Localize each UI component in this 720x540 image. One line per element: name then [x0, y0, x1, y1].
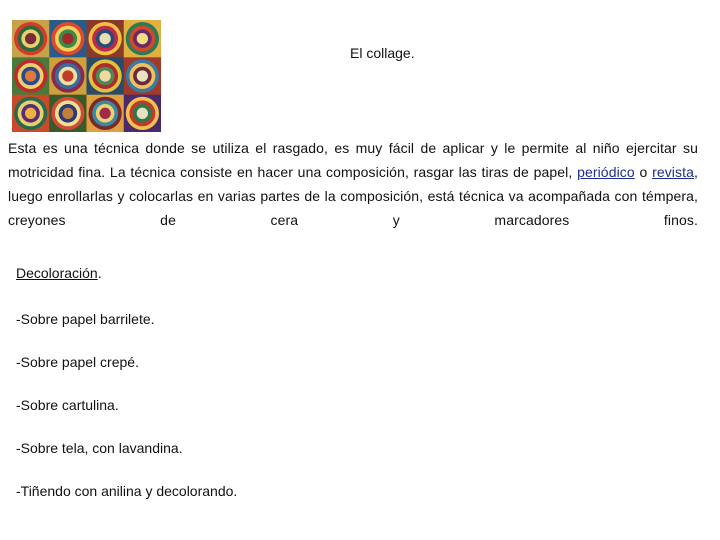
painting-circle — [25, 33, 36, 44]
link-revista[interactable]: revista — [652, 164, 694, 180]
paragraph-text-3: , luego enrollarlas y colocarlas en varias partes de la composición, está técnica va acompañada con témpera, creyones de cera y marcadores finos. — [8, 164, 698, 228]
painting-circle — [62, 108, 73, 119]
painting-circle — [25, 108, 36, 119]
section-heading-label: Decoloración — [16, 265, 98, 281]
painting-circle — [99, 70, 110, 81]
painting-circle — [62, 70, 73, 81]
list-item: -Sobre papel barrilete. — [16, 311, 155, 327]
description-paragraph — [8, 136, 698, 232]
list-item: -Tiñendo con anilina y decolorando. — [16, 483, 238, 499]
list-item: -Sobre tela, con lavandina. — [16, 440, 183, 456]
painting-circle — [99, 33, 110, 44]
link-periodico[interactable]: periódico — [577, 164, 635, 180]
list-item: -Sobre papel crepé. — [16, 354, 139, 370]
page-title: El collage. — [350, 45, 415, 61]
painting-circle — [99, 108, 110, 119]
section-heading — [16, 264, 102, 282]
painting-circle — [137, 70, 148, 81]
list-item: -Sobre cartulina. — [16, 397, 119, 413]
painting-circle — [62, 33, 73, 44]
paragraph-text-1: Esta es una técnica donde se utiliza el rasgado, es muy fácil de aplicar y le permite al niño ejercitar su motricidad fina. La técnica consiste en hacer una composición, rasgar las tiras de papel, — [8, 140, 698, 180]
painting-circle — [137, 108, 148, 119]
painting-circle — [25, 70, 36, 81]
collage-painting-image — [12, 20, 161, 132]
paragraph-text-2: o — [634, 164, 653, 180]
painting-circle — [137, 33, 148, 44]
section-heading-suffix: . — [97, 265, 102, 281]
